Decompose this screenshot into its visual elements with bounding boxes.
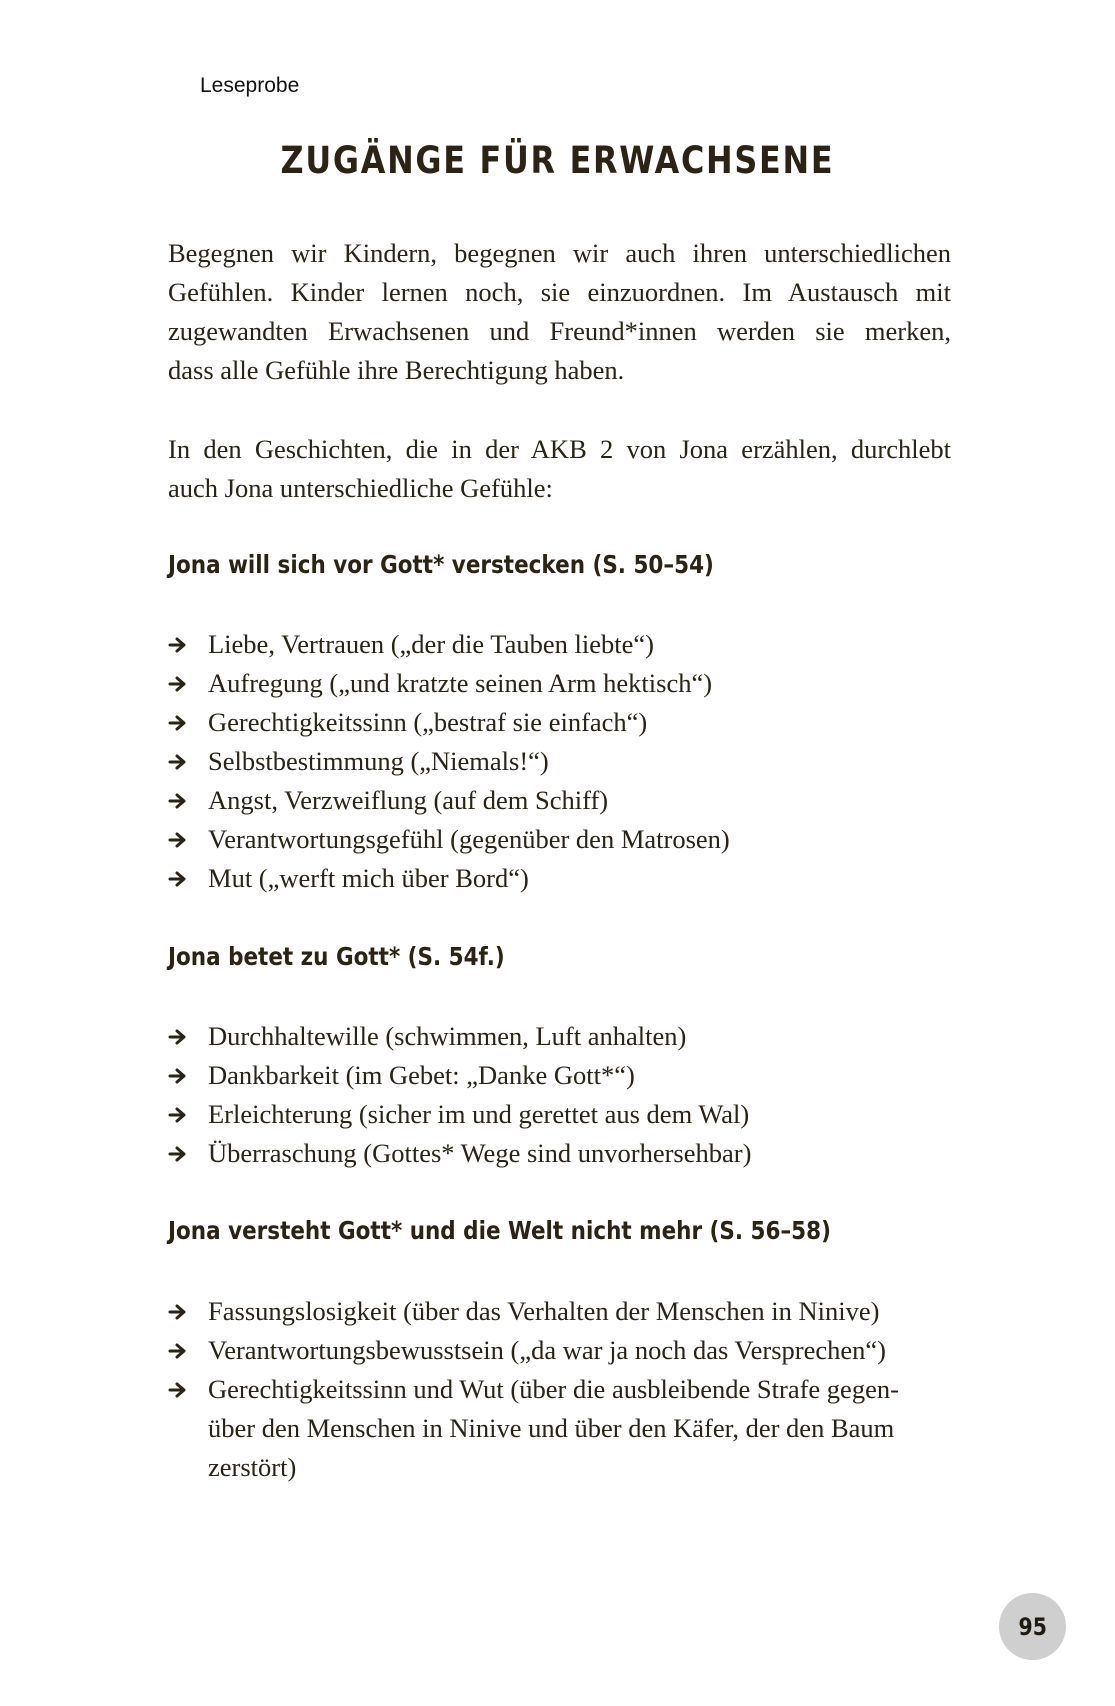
intro-paragraph-2 [168,430,951,508]
text-line: Dankbarkeit (im Gebet: „Danke Gott*“) [208,1060,635,1090]
list-item-text [208,1331,958,1370]
list-item [168,820,958,859]
text-line: Gerechtigkeitssinn („bestraf sie einfach“) [208,707,648,737]
page-title: ZUGÄNGE FÜR ERWACHSENE [280,139,835,182]
text-line: zerstört) [208,1452,297,1482]
list-item-text [208,742,958,781]
arrow-right-icon [168,1095,194,1134]
list-item-text [208,703,958,742]
text-line: Begegnen wir Kindern, begegnen wir auch ihren unterschiedlichen [168,238,951,268]
feelings-list [168,1292,958,1487]
list-item [168,703,958,742]
list-item [168,1331,958,1370]
list-item [168,1370,958,1487]
arrow-right-icon [168,1134,194,1173]
list-item-text [208,1134,958,1173]
leseprobe-label: Leseprobe [200,74,300,97]
text-line: Selbstbestimmung („Niemals!“) [208,746,549,776]
list-item [168,1095,958,1134]
text-line: zugewandten Erwachsenen und Freund*innen werden sie merken, [168,316,951,346]
intro-paragraph-1 [168,234,951,390]
arrow-right-icon [168,781,194,820]
section-heading: Jona versteht Gott* und die Welt nicht mehr (S. 56–58) [168,1216,831,1245]
text-line: auch Jona unterschiedliche Gefühle: [168,473,553,503]
list-item [168,1292,958,1331]
list-item [168,1056,958,1095]
feelings-list [168,625,958,898]
arrow-right-icon [168,820,194,859]
text-line: Fassungslosigkeit (über das Verhalten der Menschen in Ninive) [208,1296,880,1326]
text-line: dass alle Gefühle ihre Berechtigung haben. [168,355,625,385]
section-heading: Jona betet zu Gott* (S. 54f.) [168,942,505,971]
text-line: Gerechtigkeitssinn und Wut (über die ausbleibende Strafe gegen- [208,1374,899,1404]
list-item-text [208,1056,958,1095]
arrow-right-icon [168,703,194,742]
text-line: Durchhaltewille (schwimmen, Luft anhalten) [208,1021,687,1051]
arrow-right-icon [168,859,194,898]
arrow-right-icon [168,742,194,781]
text-line: Verantwortungsbewusstsein („da war ja noch das Versprechen“) [208,1335,886,1365]
list-item [168,859,958,898]
list-item-text [208,1017,958,1056]
section-heading: Jona will sich vor Gott* verstecken (S. 50–54) [168,550,714,579]
text-line: Erleichterung (sicher im und gerettet aus dem Wal) [208,1099,750,1129]
list-item [168,781,958,820]
list-item-text [208,781,958,820]
arrow-right-icon [168,1370,194,1409]
arrow-right-icon [168,1331,194,1370]
list-item-text [208,1370,958,1487]
list-item-text [208,859,958,898]
text-line: Angst, Verzweiflung (auf dem Schiff) [208,785,609,815]
arrow-right-icon [168,1292,194,1331]
list-item [168,1134,958,1173]
arrow-right-icon [168,1017,194,1056]
arrow-right-icon [168,664,194,703]
text-line: In den Geschichten, die in der AKB 2 von Jona erzählen, durchlebt [168,434,951,464]
list-item-text [208,1095,958,1134]
list-item [168,742,958,781]
list-item [168,664,958,703]
arrow-right-icon [168,1056,194,1095]
list-item-text [208,820,958,859]
list-item-text [208,625,958,664]
text-line: Aufregung („und kratzte seinen Arm hektisch“) [208,668,713,698]
page-number-badge [999,1593,1066,1660]
text-line: Mut („werft mich über Bord“) [208,863,529,893]
text-line: Verantwortungsgefühl (gegenüber den Matrosen) [208,824,730,854]
page-number: 95 [1018,1612,1047,1641]
list-item-text [208,664,958,703]
text-line: Liebe, Vertrauen („der die Tauben liebte“) [208,629,654,659]
list-item-text [208,1292,958,1331]
text-line: über den Menschen in Ninive und über den Käfer, der den Baum [208,1413,895,1443]
text-line: Überraschung (Gottes* Wege sind unvorhersehbar) [208,1138,752,1168]
text-line: Gefühlen. Kinder lernen noch, sie einzuordnen. Im Austausch mit [168,277,951,307]
list-item [168,1017,958,1056]
arrow-right-icon [168,625,194,664]
list-item [168,625,958,664]
feelings-list [168,1017,958,1173]
